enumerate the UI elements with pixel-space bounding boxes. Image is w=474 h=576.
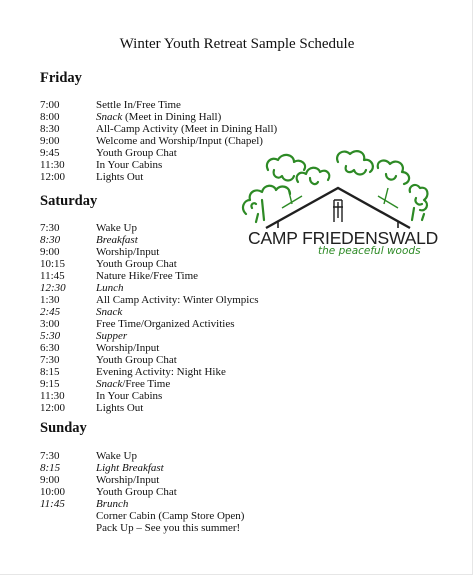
day-heading-friday: Friday — [40, 70, 82, 86]
logo-camp-name: CAMP FRIEDENSWALD — [248, 228, 439, 248]
document-title: Winter Youth Retreat Sample Schedule — [119, 36, 355, 52]
day-heading-sunday: Sunday — [40, 420, 87, 436]
day-heading-saturday: Saturday — [40, 193, 98, 209]
logo-tagline: the peaceful woods — [318, 245, 421, 257]
